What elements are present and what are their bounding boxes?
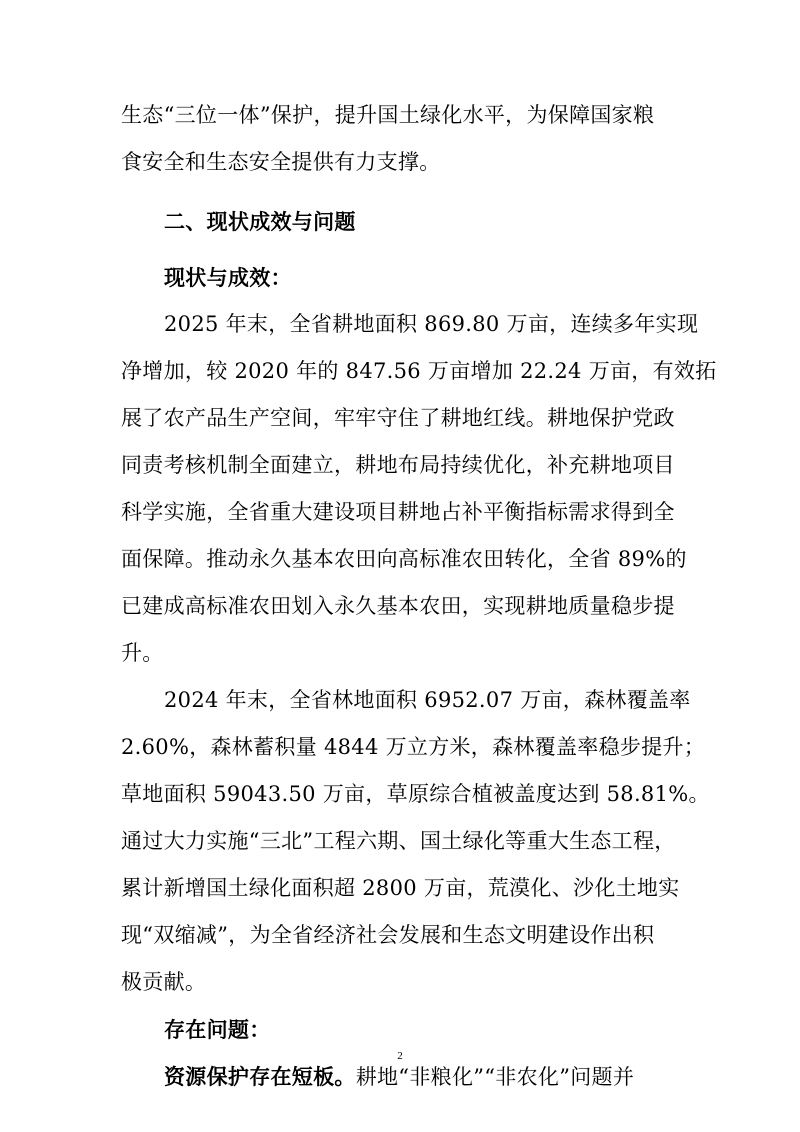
paragraph-line: 极贡献。 (121, 970, 207, 994)
subheading-problems: 存在问题： (164, 1017, 271, 1042)
paragraph-line: 升。 (121, 641, 164, 665)
problem-lead-bold: 资源保护存在短板。 (164, 1064, 356, 1089)
paragraph-line: 净增加，较 2020 年的 847.56 万亩增加 22.24 万亩，有效拓 (121, 359, 717, 383)
page-number: 2 (397, 1050, 403, 1062)
paragraph-line: 同责考核机制全面建立，耕地布局持续优化，补充耕地项目 (121, 453, 675, 477)
paragraph-line: 2024 年末，全省林地面积 6952.07 万亩，森林覆盖率 (164, 688, 691, 712)
subheading-status: 现状与成效： (164, 265, 292, 290)
paragraph-line: 展了农产品生产空间，牢牢守住了耕地红线。耕地保护党政 (121, 406, 675, 430)
paragraph-line: 累计新增国土绿化面积超 2800 万亩，荒漠化、沙化土地实 (121, 876, 680, 900)
page-body (121, 92, 717, 1100)
paragraph-line: 面保障。推动永久基本农田向高标准农田转化，全省 89%的 (121, 547, 687, 571)
intro-line: 食安全和生态安全提供有力支撑。 (121, 150, 441, 174)
paragraph-line: 科学实施，全省重大建设项目耕地占补平衡指标需求得到全 (121, 500, 675, 524)
section-heading: 二、现状成效与问题 (164, 209, 356, 234)
paragraph-line: 2.60%，森林蓄积量 4844 万立方米，森林覆盖率稳步提升； (121, 735, 706, 759)
paragraph-line: 已建成高标准农田划入永久基本农田，实现耕地质量稳步提 (121, 594, 675, 618)
problem-lead-rest: 耕地“非粮化”“非农化”问题并 (355, 1065, 635, 1089)
intro-line: 生态“三位一体”保护，提升国土绿化水平，为保障国家粮 (121, 103, 655, 127)
paragraph-line: 现“双缩减”，为全省经济社会发展和生态文明建设作出积 (121, 923, 655, 947)
paragraph-line: 2025 年末，全省耕地面积 869.80 万亩，连续多年实现 (164, 312, 699, 336)
paragraph-line: 通过大力实施“三北”工程六期、国土绿化等重大生态工程， (121, 829, 676, 853)
paragraph-line: 草地面积 59043.50 万亩，草原综合植被盖度达到 58.81%。 (121, 782, 710, 806)
